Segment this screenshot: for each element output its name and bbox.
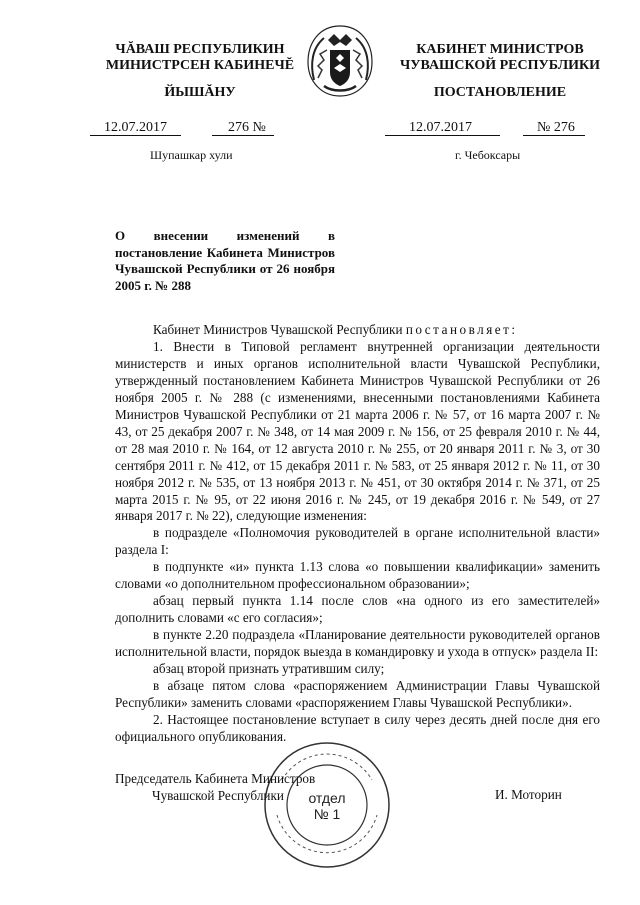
header-left-line1: ЧĂВАШ РЕСПУБЛИКИН <box>115 42 285 57</box>
body-paragraph: в подразделе «Полномочия руководителей в органе исполнительной власти» раздела I: <box>115 525 600 558</box>
body-paragraph: в подпункте «и» пункта 1.13 слова «о повышении квалификации» заменить словами «о дополнительном профессиональном образовании»; <box>115 559 600 592</box>
header-right-line1: КАБИНЕТ МИНИСТРОВ <box>416 42 584 57</box>
left-date: 12.07.2017 <box>90 120 181 136</box>
stamp-line1: отдел <box>308 790 346 806</box>
intro-verb: постановляет: <box>405 322 518 337</box>
signatory-name: И. Моторин <box>495 787 562 802</box>
left-date-row <box>90 120 274 136</box>
left-number: 276 № <box>212 120 274 136</box>
body-paragraph: 1. Внести в Типовой регламент внутренней организации деятельности министерств и иных органов исполнительной власти Чувашской Республики, утвержденный постановлением Кабинета Министров Чувашской Республики от 26 ноября 2005 г. № 288 (с изменениями, внесенными постановлениями Кабинета Министров Чувашской Республики от 21 марта 2006 г. № 57, от 16 марта 2007 г. № 43, от 25 декабря 2007 г. № 348, от 14 мая 2009 г. № 156, от 25 февраля 2010 г. № 44, от 28 мая 2010 г. № 164, от 12 августа 2010 г. № 255, от 20 января 2011 г. № 3, от 30 сентября 2011 г. № 412, от 15 декабря 2011 г. № 583, от 25 января 2012 г. № 11, от 30 ноября 2012 г. № 535, от 13 ноября 2013 г. № 451, от 30 октября 2014 г. № 371, от 25 марта 2015 г. № 95, от 22 июня 2016 г. № 245, от 19 декабря 2016 г. № 549, от 27 января 2017 г. № 22), следующие изменения: <box>115 338 600 524</box>
intro-paragraph <box>115 322 600 339</box>
right-date-row <box>385 120 585 136</box>
body-paragraph: 2. Настоящее постановление вступает в силу через десять дней после дня его официального опубликования. <box>115 711 600 744</box>
header-right-line2: ЧУВАШСКОЙ РЕСПУБЛИКИ <box>399 58 601 73</box>
body-paragraph: абзац первый пункта 1.14 после слов «на одного из его заместителей» дополнить словами «с его согласия»; <box>115 593 600 626</box>
right-number: № 276 <box>523 120 585 136</box>
city-right: г. Чебоксары <box>455 148 521 162</box>
city-left: Шупашкар хули <box>150 148 233 162</box>
body-paragraph: в абзаце пятом слова «распоряжением Администрации Главы Чувашской Республики» заменить словами «распоряжением Главы Чувашской Республики». <box>115 678 600 710</box>
signatory-title-line2: Чувашской Республики <box>152 788 284 803</box>
header-left-doc-type: ЙЫШĂНУ <box>164 85 236 100</box>
intro-prefix: Кабинет Министров Чувашской Республики <box>153 322 403 337</box>
signatory-title-line1: Председатель Кабинета Министров <box>115 771 316 786</box>
header-left <box>100 42 300 74</box>
republic-emblem-icon <box>300 20 380 100</box>
document-subject: О внесении изменений в постановление Кабинета Министров Чувашской Республики от 26 ноября 2005 г. № 288 <box>115 228 335 293</box>
document-body <box>115 322 600 746</box>
right-date: 12.07.2017 <box>385 120 500 136</box>
body-paragraph: в пункте 2.20 подраздела «Планирование деятельности руководителей органов исполнительной власти, порядок выезда в командировку и ухода в отпуск» раздела II: <box>115 627 600 660</box>
stamp-line2: № 1 <box>313 806 341 822</box>
header-right <box>385 42 615 74</box>
header-left-line2: МИНИСТРСЕН КАБИНЕЧĔ <box>105 58 295 73</box>
body-paragraph: абзац второй признать утратившим силу; <box>153 661 385 677</box>
signature-block <box>115 770 315 804</box>
header-right-doc-type: ПОСТАНОВЛЕНИЕ <box>433 85 567 100</box>
